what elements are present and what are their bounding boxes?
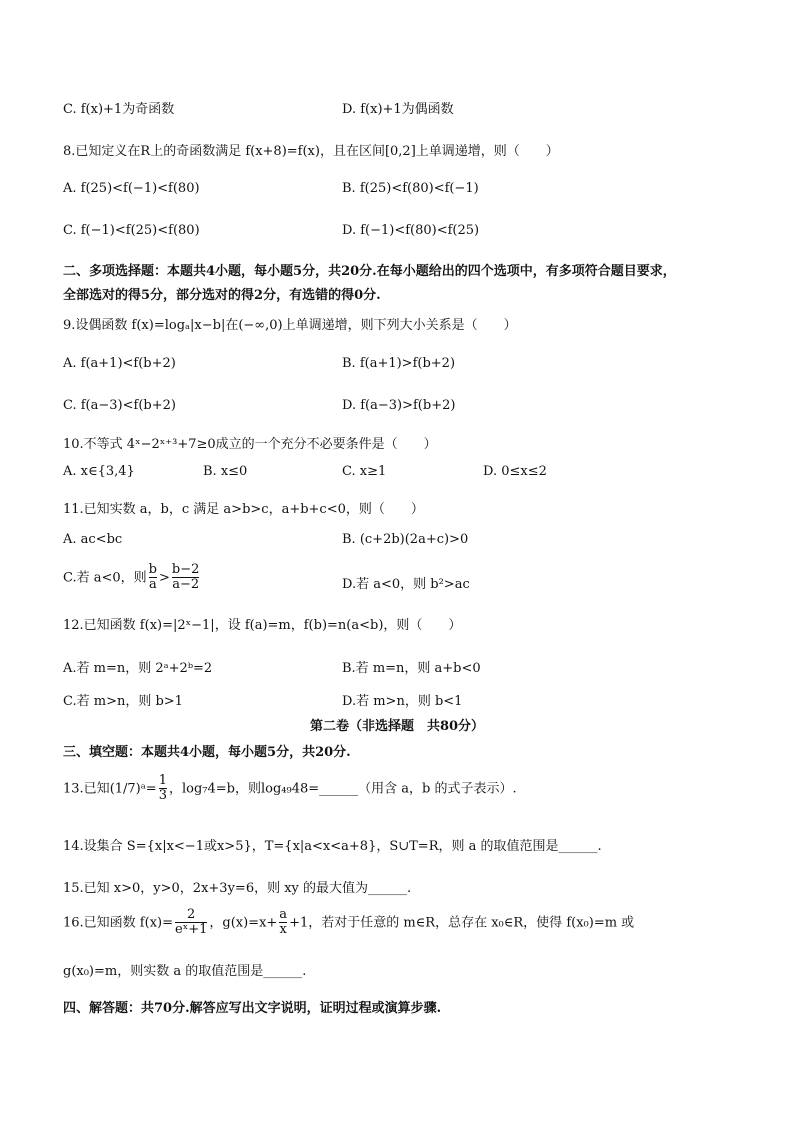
q16-stem: [63, 908, 634, 938]
q7-option-c: C. f(x)+1为奇函数: [63, 102, 175, 117]
q9-option-b: B. f(a+1)>f(b+2): [342, 356, 456, 371]
q11-option-b: B. (c+2b)(2a+c)>0: [342, 532, 469, 547]
q11c-fraction-2-num: b−2: [171, 562, 200, 577]
q8-stem: 8.已知定义在R上的奇函数满足 f(x+8)=f(x)，且在区间[0,2]上单调递增，则（ ）: [63, 144, 559, 159]
q10-option-d: D. 0≤x≤2: [483, 464, 547, 479]
q11c-fraction-1-num: b: [148, 562, 157, 577]
q11-option-c: [63, 563, 201, 593]
q16-f-den: eˣ+1: [175, 922, 208, 938]
section-3-heading: 三、填空题：本题共4小题，每小题5分，共20分.: [63, 745, 351, 760]
q10-stem: 10.不等式 4ˣ−2ˣ⁺³+7≥0成立的一个充分不必要条件是（ ）: [63, 437, 437, 452]
q10-option-c: C. x≥1: [342, 464, 387, 479]
q15-stem: 15.已知 x>0，y>0，2x+3y=6，则 xy 的最大值为______.: [63, 881, 412, 896]
q8-option-d: D. f(−1)<f(80)<f(25): [342, 223, 480, 238]
q7-option-d: D. f(x)+1为偶函数: [342, 102, 454, 117]
q12-stem: 12.已知函数 f(x)=|2ˣ−1|，设 f(a)=m，f(b)=n(a<b)，则（ ）: [63, 618, 462, 633]
q11-option-a: A. ac<bc: [63, 532, 123, 547]
q13-fraction: [159, 774, 167, 804]
q11c-fraction-2: [172, 563, 200, 593]
q8-option-b: B. f(25)<f(80)<f(−1): [342, 181, 479, 196]
q8-option-c: C. f(−1)<f(25)<f(80): [63, 223, 200, 238]
q13-rest: ，log₇4=b，则log₄₉48=______（用含 a，b 的式子表示）.: [168, 781, 517, 797]
q16-post: +1，若对于任意的 m∈R，总存在 x₀∈R，使得 f(x₀)=m 或: [289, 915, 635, 931]
q12-option-a: A.若 m=n，则 2ᵃ+2ᵇ=2: [63, 661, 213, 676]
q11-option-d: D.若 a<0，则 b²>ac: [342, 577, 470, 592]
q16-g-den: x: [279, 922, 287, 938]
q13-eq: =: [145, 781, 157, 797]
q16-f-num: 2: [187, 907, 196, 922]
q11c-fraction-1-den: a: [148, 577, 157, 593]
q16-g-num: a: [279, 907, 288, 922]
q16-stem-line2: g(x₀)=m，则实数 a 的取值范围是______.: [63, 964, 307, 979]
q16-prefix: 16.已知函数 f(x)=: [63, 915, 173, 931]
q16-mid: ，g(x)=x+: [209, 915, 278, 931]
q11c-gt: >: [159, 570, 170, 586]
q11-stem: 11.已知实数 a，b，c 满足 a>b>c，a+b+c<0，则（ ）: [63, 502, 424, 517]
section-4-heading: 四、解答题：共70分.解答应写出文字说明，证明过程或演算步骤.: [63, 1001, 442, 1016]
q13-fraction-num: 1: [158, 773, 167, 788]
q12-option-d: D.若 m>n，则 b<1: [342, 694, 463, 709]
q13-prefix: 13.已知: [63, 781, 110, 797]
section-2-heading-line1: 二、多项选择题：本题共4小题，每小题5分，共20分.在每小题给出的四个选项中，有多项符合题目要求，: [63, 264, 676, 279]
q11c-fraction-2-den: a−2: [172, 577, 200, 593]
q13-fraction-den: 3: [158, 788, 167, 804]
q9-option-c: C. f(a−3)<f(b+2): [63, 398, 176, 413]
q14-stem: 14.设集合 S={x|x<−1或x>5}，T={x|a<x<a+8}，S∪T=R，则 a 的取值范围是______.: [63, 839, 602, 854]
q11c-fraction-1: [149, 563, 157, 593]
q13-power: (1/7)ᵃ: [109, 781, 146, 797]
q16-f-fraction: [175, 908, 207, 938]
q13-stem: [63, 774, 517, 804]
q9-option-d: D. f(a−3)>f(b+2): [342, 398, 456, 413]
q9-stem: 9.设偶函数 f(x)=logₐ|x−b|在(−∞,0)上单调递增，则下列大小关系是（ ）: [63, 318, 517, 333]
q10-option-a: A. x∈{3,4}: [63, 464, 135, 479]
q12-option-c: C.若 m>n，则 b>1: [63, 694, 183, 709]
q16-g-fraction: [279, 908, 287, 938]
q11c-prefix: C.若 a<0，则: [63, 570, 147, 586]
q10-option-b: B. x≤0: [203, 464, 248, 479]
section-2-heading-line2: 全部选对的得5分，部分选对的得2分，有选错的得0分.: [63, 288, 381, 303]
q12-option-b: B.若 m=n，则 a+b<0: [342, 661, 481, 676]
volume-2-title: 第二卷（非选择题 共80分）: [309, 719, 485, 734]
q9-option-a: A. f(a+1)<f(b+2): [63, 356, 176, 371]
q8-option-a: A. f(25)<f(−1)<f(80): [63, 181, 200, 196]
